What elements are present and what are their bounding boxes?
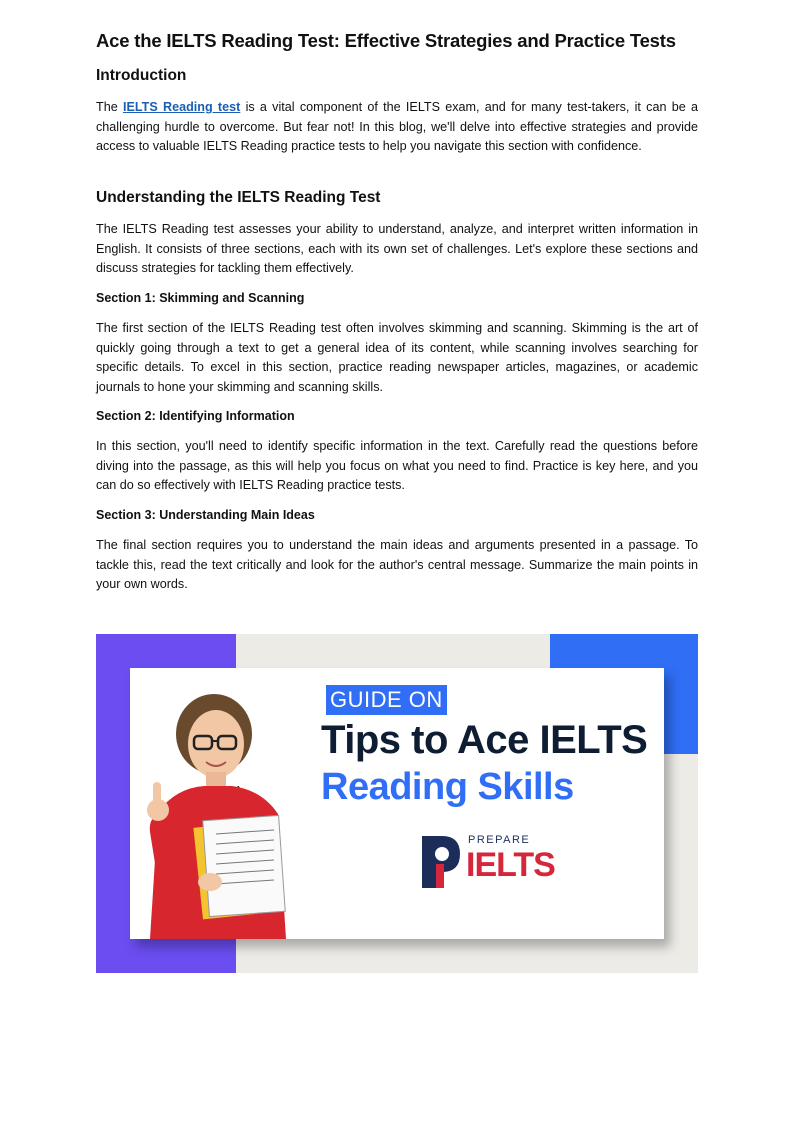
intro-text-after-link: is a vital component of the IELTS exam, and for many test-takers, it can be a challenging hurdle to overcome. But fear not! In this blog, we'll delve into effective strategies and provide access to valuable IELTS Reading practice tests to help you navigate this section with confidence. <box>96 100 699 154</box>
section-2-heading: Section 2: Identifying Information <box>96 409 295 423</box>
guide-banner-image <box>96 634 698 973</box>
understanding-heading: Understanding the IELTS Reading Test <box>96 189 381 206</box>
logo-ielts-text: IELTS <box>466 846 555 884</box>
intro-heading: Introduction <box>96 67 187 84</box>
understanding-paragraph: The IELTS Reading test assesses your ability to understand, analyze, and interpret written information in English. It consists of three sections, each with its own set of challenges. Let's explore these sections and discuss strategies for tackling them effectively. <box>96 222 698 276</box>
ielts-reading-test-link[interactable]: IELTS Reading test <box>122 100 241 114</box>
section-1-paragraph: The first section of the IELTS Reading test often involves skimming and scanning. Skimming is the art of quickly going through a text to get a general idea of its content, while scanning involves searching for specific details. To excel in this section, practice reading newspaper articles, magazines, or academic journals to hone your skimming and scanning skills. <box>96 321 698 394</box>
intro-paragraph <box>96 98 698 157</box>
logo-prepare-text: PREPARE <box>468 834 531 846</box>
banner-card <box>130 668 664 939</box>
section-3-heading: Section 3: Understanding Main Ideas <box>96 508 315 522</box>
page-title: Ace the IELTS Reading Test: Effective Strategies and Practice Tests <box>96 30 676 51</box>
intro-text-before-link: The <box>96 100 123 114</box>
prepare-ielts-logo <box>418 830 555 894</box>
prepare-ielts-logo-icon <box>418 832 462 892</box>
section-2-paragraph: In this section, you'll need to identify specific information in the text. Carefully read the questions before diving into the passage, as this will help you focus on what you need to find. Practice is key here, and you can do so effectively with IELTS Reading practice tests. <box>96 439 698 493</box>
banner-headline-line1: Tips to Ace IELTS <box>321 718 648 762</box>
guide-tag: GUIDE ON <box>326 685 447 715</box>
section-3-paragraph: The final section requires you to understand the main ideas and arguments presented in a passage. To tackle this, read the text critically and look for the author's central message. Summarize the main points in your own words. <box>96 538 698 592</box>
section-1-heading: Section 1: Skimming and Scanning <box>96 291 305 305</box>
banner-headline-line2: Reading Skills <box>321 766 574 808</box>
student-thumbs-up-illustration <box>136 682 306 939</box>
